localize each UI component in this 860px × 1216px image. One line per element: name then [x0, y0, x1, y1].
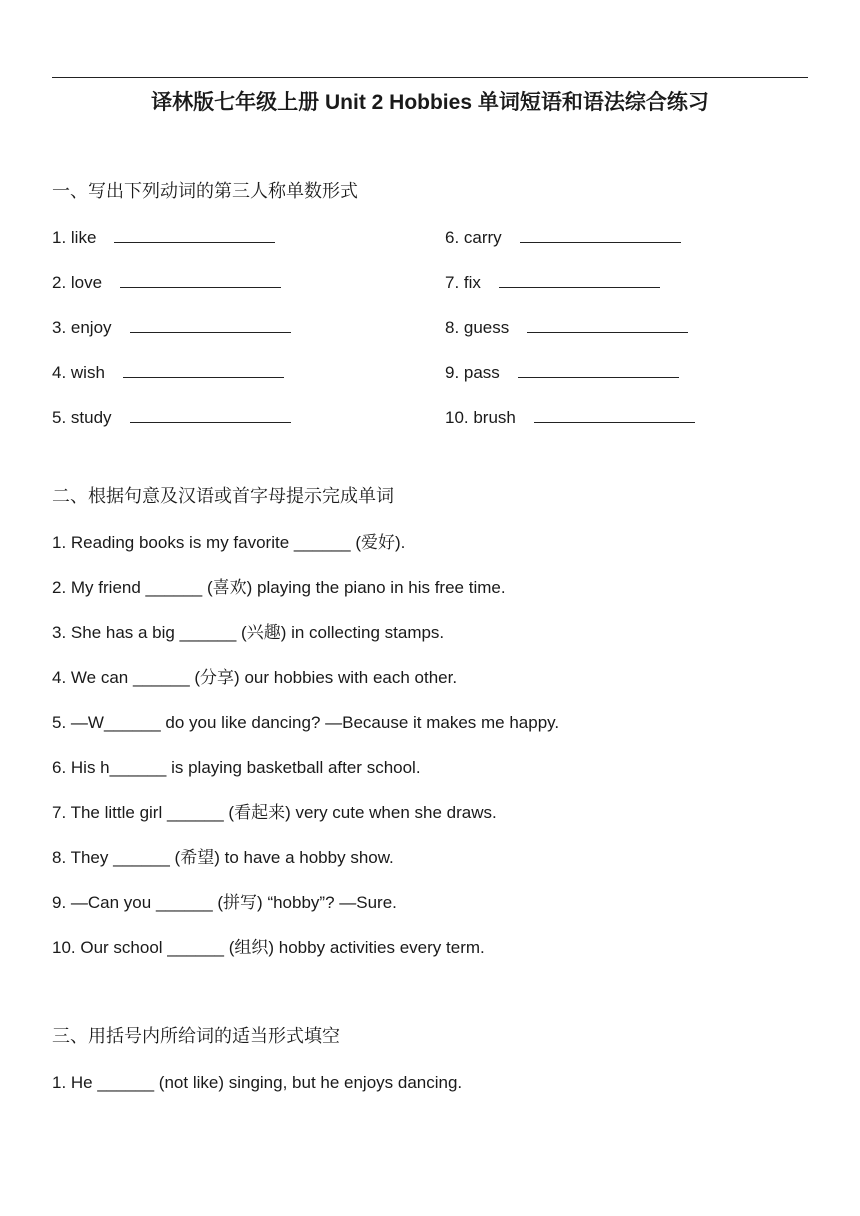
answer-blank[interactable]: [518, 361, 679, 378]
verb-item-7: [445, 271, 660, 295]
answer-blank[interactable]: [499, 271, 660, 288]
verb-item-2: [52, 271, 281, 295]
answer-blank[interactable]: [114, 226, 275, 243]
sentence-item: 10. Our school ______ (组织) hobby activities every term.: [52, 938, 485, 957]
verb-word: 5. study: [52, 408, 112, 427]
sentence-item: 9. —Can you ______ (拼写) “hobby”? —Sure.: [52, 893, 397, 912]
top-rule: [52, 77, 808, 78]
sentence-item: 6. His h______ is playing basketball after school.: [52, 758, 421, 777]
verb-word: 8. guess: [445, 318, 510, 337]
page-title: 译林版七年级上册 Unit 2 Hobbies 单词短语和语法综合练习: [151, 91, 709, 114]
sentence-item: 1. Reading books is my favorite ______ (爱好).: [52, 533, 406, 552]
verb-item-3: [52, 316, 291, 340]
sentence-item: 3. She has a big ______ (兴趣) in collecting stamps.: [52, 623, 445, 642]
section-2-heading: 二、根据句意及汉语或首字母提示完成单词: [52, 486, 394, 507]
verb-word: 4. wish: [52, 363, 105, 382]
sentence-item: 2. My friend ______ (喜欢) playing the piano in his free time.: [52, 578, 506, 597]
answer-blank[interactable]: [120, 271, 281, 288]
section-3-heading: 三、用括号内所给词的适当形式填空: [52, 1026, 340, 1047]
verb-item-8: [445, 316, 688, 340]
verb-word: 10. brush: [445, 408, 516, 427]
verb-word: 2. love: [52, 273, 103, 292]
verb-item-6: [445, 226, 681, 250]
verb-word: 1. like: [52, 228, 97, 247]
answer-blank[interactable]: [130, 406, 291, 423]
section-1-heading: 一、写出下列动词的第三人称单数形式: [52, 181, 358, 202]
sentence-item: 1. He ______ (not like) singing, but he enjoys dancing.: [52, 1073, 463, 1092]
sentence-item: 8. They ______ (希望) to have a hobby show.: [52, 848, 394, 867]
sentence-item: 7. The little girl ______ (看起来) very cute when she draws.: [52, 803, 497, 822]
verb-item-1: [52, 226, 275, 250]
verb-word: 9. pass: [445, 363, 500, 382]
verb-word: 6. carry: [445, 228, 502, 247]
verb-item-4: [52, 361, 284, 385]
answer-blank[interactable]: [520, 226, 681, 243]
sentence-item: 5. —W______ do you like dancing? —Because it makes me happy.: [52, 713, 560, 732]
verb-item-9: [445, 361, 679, 385]
answer-blank[interactable]: [534, 406, 695, 423]
sentence-item: 4. We can ______ (分享) our hobbies with each other.: [52, 668, 458, 687]
answer-blank[interactable]: [123, 361, 284, 378]
verb-item-5: [52, 406, 291, 430]
answer-blank[interactable]: [130, 316, 291, 333]
answer-blank[interactable]: [527, 316, 688, 333]
verb-word: 7. fix: [445, 273, 481, 292]
verb-item-10: [445, 406, 695, 430]
verb-word: 3. enjoy: [52, 318, 112, 337]
